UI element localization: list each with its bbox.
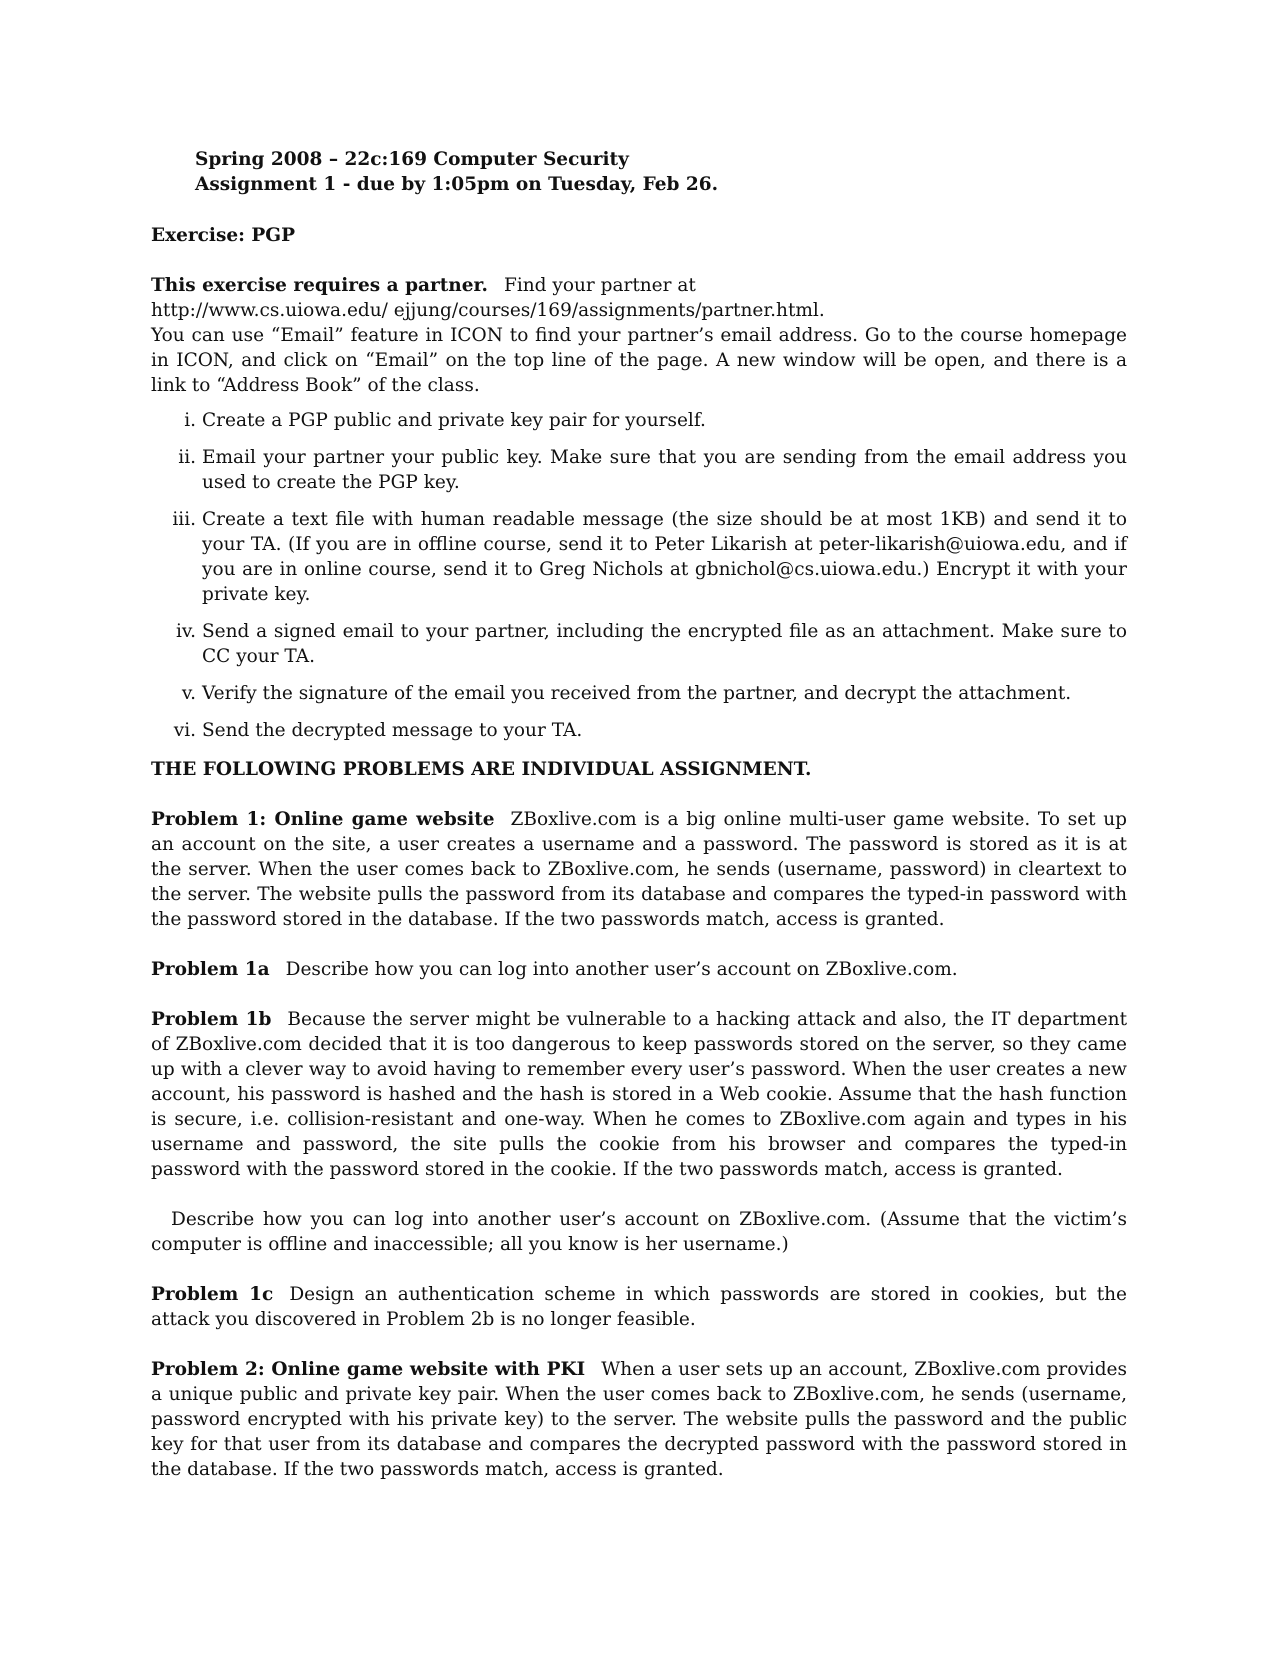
document-page [151, 147, 1127, 1482]
partner-lead: This exercise requires a partner. [151, 275, 488, 296]
step-number: i. [184, 410, 196, 431]
document-header [151, 147, 1127, 197]
problem-1a-lead: Problem 1a [151, 959, 270, 980]
step-number: iv. [175, 621, 196, 642]
exercise-title: Exercise: PGP [151, 225, 296, 246]
email-instructions: You can use “Email” feature in ICON to find your partner’s email address. Go to the course homepage in ICON, and click on “Email” on the top line of the page. A new window will be open, and there is a link to “Address Book” of the class. [151, 325, 1127, 396]
step-number: iii. [172, 509, 196, 530]
problem-1b-lead: Problem 1b [151, 1009, 272, 1030]
list-item [151, 619, 1127, 669]
step-number: v. [181, 683, 196, 704]
step-text: Send a signed email to your partner, including the encrypted file as an attachment. Make sure to CC your TA. [202, 621, 1127, 667]
step-number: ii. [178, 447, 196, 468]
problem-2-text: When a user sets up an account, ZBoxlive.com provides a unique public and private key pair. When the user comes back to ZBoxlive.com, he sends (username, password encrypted with his private key) to the server. The website pulls the password and the public key for that user from its database and compares the decrypted password with the password stored in the database. If the two passwords match, access is granted. [151, 1359, 1128, 1480]
partner-text: Find your partner at [504, 275, 696, 296]
list-item [151, 718, 1127, 743]
problem-1c-lead: Problem 1c [151, 1284, 274, 1305]
problem-1b [151, 1007, 1127, 1182]
list-item [151, 408, 1127, 433]
problem-2 [151, 1357, 1127, 1482]
problem-1b-followup: Describe how you can log into another user’s account on ZBoxlive.com. (Assume that the victim’s computer is offline and inaccessible; all you know is her username.) [151, 1209, 1127, 1255]
list-item [151, 445, 1127, 495]
individual-heading: THE FOLLOWING PROBLEMS ARE INDIVIDUAL ASSIGNMENT. [151, 759, 812, 780]
step-text: Create a PGP public and private key pair for yourself. [202, 410, 706, 431]
problem-1-text: ZBoxlive.com is a big online multi-user game website. To set up an account on the site, a user creates a username and a password. The password is stored as it is at the server. When the user comes back to ZBoxlive.com, he sends (username, password) in cleartext to the server. The website pulls the password from its database and compares the typed-in password with the password stored in the database. If the two passwords match, access is granted. [151, 809, 1127, 930]
course-title: Spring 2008 – 22c:169 Computer Security [195, 149, 629, 170]
list-item [151, 681, 1127, 706]
step-text: Email your partner your public key. Make sure that you are sending from the email address you used to create the PGP key. [202, 447, 1127, 493]
step-text: Verify the signature of the email you received from the partner, and decrypt the attachment. [202, 683, 1072, 704]
partner-paragraph [151, 273, 1127, 298]
list-item [151, 507, 1127, 607]
problem-1c-text: Design an authentication scheme in which passwords are stored in cookies, but the attack you discovered in Problem 2b is no longer feasible. [151, 1284, 1128, 1330]
problem-2-lead: Problem 2: Online game website with PKI [151, 1359, 586, 1380]
step-number: vi. [173, 720, 196, 741]
step-text: Send the decrypted message to your TA. [202, 720, 583, 741]
problem-1a-text: Describe how you can log into another user’s account on ZBoxlive.com. [285, 959, 958, 980]
exercise-steps-list [151, 408, 1127, 743]
step-text: Create a text file with human readable message (the size should be at most 1KB) and send it to your TA. (If you are in offline course, send it to Peter Likarish at peter-likarish@uiowa.edu, and if you are in online course, send it to Greg Nichols at gbnichol@cs.uiowa.edu.) Encrypt it with your private key. [202, 509, 1127, 605]
problem-1-lead: Problem 1: Online game website [151, 809, 495, 830]
problem-1 [151, 807, 1127, 932]
problem-1a [151, 957, 1127, 982]
problem-1c [151, 1282, 1127, 1332]
problem-1b-text: Because the server might be vulnerable to a hacking attack and also, the IT department of ZBoxlive.com decided that it is too dangerous to keep passwords stored on the server, so they came up with a clever way to avoid having to remember every user’s password. When the user creates a new account, his password is hashed and the hash is stored in a Web cookie. Assume that the hash function is secure, i.e. collision-resistant and one-way. When he comes to ZBoxlive.com again and types in his username and password, the site pulls the cookie from his browser and compares the typed-in password with the password stored in the cookie. If the two passwords match, access is granted. [151, 1009, 1128, 1180]
partner-url: http://www.cs.uiowa.edu/ ejjung/courses/169/assignments/partner.html. [151, 300, 825, 321]
assignment-title: Assignment 1 - due by 1:05pm on Tuesday, Feb 26. [195, 174, 719, 195]
